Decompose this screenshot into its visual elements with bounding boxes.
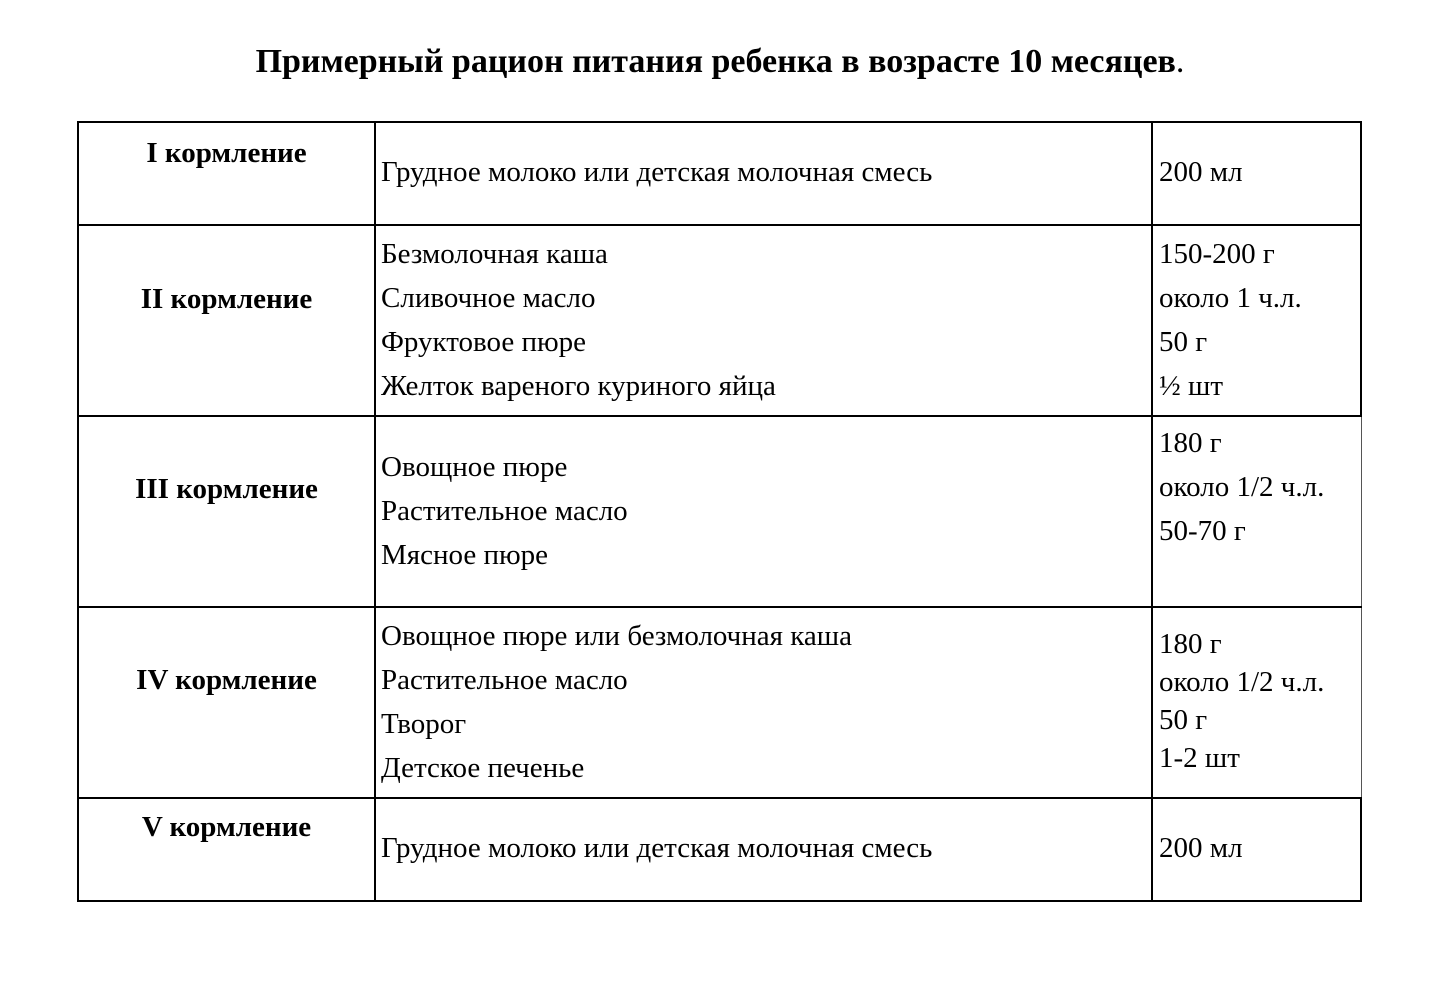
amount-item: 180 г xyxy=(1159,427,1222,459)
feeding-label: I кормление xyxy=(146,137,307,169)
feeding-label: II кормление xyxy=(140,283,313,315)
food-item: Творог xyxy=(381,708,467,740)
food-item: Желток вареного куриного яйца xyxy=(381,370,776,402)
food-item: Овощное пюре или безмолочная каша xyxy=(381,620,852,652)
amount-item: 150-200 г xyxy=(1159,238,1275,270)
table-row-feeding-2 xyxy=(78,225,1361,416)
page-title xyxy=(0,40,1440,84)
amounts-cell xyxy=(1152,798,1361,901)
feeding-label: V кормление xyxy=(141,811,312,843)
amounts-cell xyxy=(1152,416,1361,607)
table-row-feeding-1 xyxy=(78,122,1361,225)
page-title-period: . xyxy=(1175,43,1185,80)
amount-item: около 1 ч.л. xyxy=(1159,282,1302,314)
foods-cell xyxy=(375,122,1152,225)
amount-item: около 1/2 ч.л. xyxy=(1159,471,1325,503)
amount-item: 50-70 г xyxy=(1159,515,1246,547)
food-item: Растительное масло xyxy=(381,495,628,527)
amount-item: 200 мл xyxy=(1159,156,1243,188)
foods-cell xyxy=(375,225,1152,416)
foods-cell xyxy=(375,416,1152,607)
feeding-label: IV кормление xyxy=(136,664,317,696)
amount-item: около 1/2 ч.л. xyxy=(1159,666,1325,698)
diet-table xyxy=(77,121,1362,902)
feeding-label-cell xyxy=(78,225,375,416)
food-item: Детское печенье xyxy=(381,752,585,784)
food-item: Сливочное масло xyxy=(381,282,596,314)
food-item: Грудное молоко или детская молочная смесь xyxy=(381,832,933,864)
food-item: Безмолочная каша xyxy=(381,238,608,270)
food-item: Мясное пюре xyxy=(381,539,549,571)
table-row-feeding-3 xyxy=(78,416,1361,607)
food-item: Овощное пюре xyxy=(381,451,568,483)
food-item: Грудное молоко или детская молочная смесь xyxy=(381,156,933,188)
foods-cell xyxy=(375,798,1152,901)
amount-item: ½ шт xyxy=(1159,370,1224,402)
amounts-cell xyxy=(1152,122,1361,225)
amount-item: 1-2 шт xyxy=(1159,742,1240,774)
feeding-label-cell xyxy=(78,798,375,901)
page-title-text: Примерный рацион питания ребенка в возрасте 10 месяцев xyxy=(255,43,1176,80)
amounts-cell xyxy=(1152,607,1361,798)
amount-item: 50 г xyxy=(1159,326,1208,358)
foods-cell xyxy=(375,607,1152,798)
feeding-label: III кормление xyxy=(135,473,318,505)
food-item: Фруктовое пюре xyxy=(381,326,587,358)
feeding-label-cell xyxy=(78,416,375,607)
feeding-label-cell xyxy=(78,122,375,225)
table-row-feeding-5 xyxy=(78,798,1361,901)
amount-item: 180 г xyxy=(1159,628,1222,660)
feeding-label-cell xyxy=(78,607,375,798)
food-item: Растительное масло xyxy=(381,664,628,696)
amounts-cell xyxy=(1152,225,1361,416)
table-row-feeding-4 xyxy=(78,607,1361,798)
amount-item: 200 мл xyxy=(1159,832,1243,864)
amount-item: 50 г xyxy=(1159,704,1208,736)
